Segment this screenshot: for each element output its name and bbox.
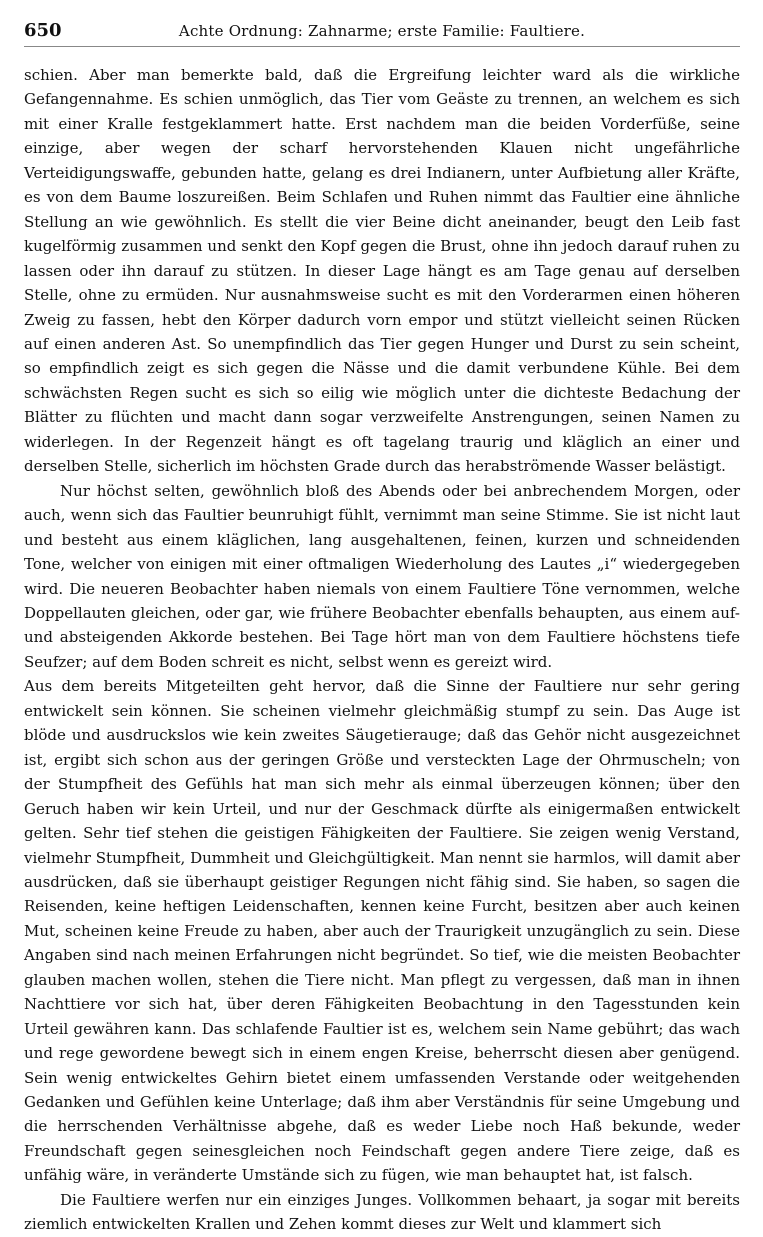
- book-page: [24, 20, 740, 1234]
- paragraph: Aus dem bereits Mitgeteilten geht hervor, daß die Sinne der Faultiere nur sehr gering entwickelt sein können. Sie scheinen vielmehr gleichmäßig stumpf zu sein. Das Auge ist blöde und ausdruckslos wie kein zweites Säugetierauge; daß das Gehör nicht ausgezeichnet ist, ergibt sich schon aus der geringen Größe und versteckten Lage der Ohrmuscheln; von der Stumpfheit des Gefühls hat man sich mehr als einmal überzeugen können; über den Geruch haben wir kein Urteil, und nur der Geschmack dürfte als einigermaßen entwickelt gelten. Sehr tief stehen die geistigen Fähigkeiten der Faultiere. Sie zeigen wenig Verstand, vielmehr Stumpfheit, Dummheit und Gleichgültigkeit. Man nennt sie harmlos, will damit aber ausdrücken, daß sie überhaupt geistiger Regungen nicht fähig sind. Sie haben, so sagen die Reisenden, keine heftigen Leidenschaften, kennen keine Furcht, besitzen aber auch keinen Mut, scheinen keine Freude zu haben, aber auch der Traurigkeit unzugänglich zu sein. Diese Angaben sind nach meinen Erfahrungen nicht begründet. So tief, wie die meisten Beobachter glauben machen wollen, stehen die Tiere nicht. Man pflegt zu vergessen, daß man in ihnen Nachttiere vor sich hat, über deren Fähigkeiten Beobachtung in den Tagesstunden kein Urteil gewähren kann. Das schlafende Faultier ist es, welchem sein Name gebührt; das wach und rege gewordene bewegt sich in einem engen Kreise, beherrscht diesen aber genügend. Sein wenig entwickeltes Gehirn bietet einem umfassenden Verstande oder weitgehenden Gedanken und Gefühlen keine Unterlage; daß ihm aber Verständnis für seine Umgebung und die herrschenden Verhältnisse abgehe, daß es weder Liebe noch Haß bekunde, weder Freundschaft gegen seinesgleichen noch Feindschaft gegen andere Tiere zeige, daß es unfähig wäre, in veränderte Umstände sich zu fügen, wie man behauptet hat, ist falsch.: [24, 677, 740, 1185]
- running-head: Achte Ordnung: Zahnarme; erste Familie: Faultiere.: [178, 22, 586, 40]
- page-number: 650: [24, 20, 62, 41]
- paragraph: Die Faultiere werfen nur ein einziges Junges. Vollkommen behaart, ja sogar mit bereits ziemlich entwickelten Krallen und Zehen kommt dieses zur Welt und klammert sich: [24, 1190, 740, 1234]
- body-text: [24, 63, 740, 1237]
- paragraph-continued: schien. Aber man bemerkte bald, daß die Ergreifung leichter ward als die wirkliche Gefangennahme. Es schien unmöglich, das Tier vom Geäste zu trennen, an welchem es sich mit einer Kralle festgeklammert hatte. Erst nachdem man die beiden Vorderfüße, seine einzige, aber wegen der scharf hervorstehenden Klauen nicht ungefährliche Verteidigungswaffe, gebunden hatte, gelang es drei Indianern, unter Aufbietung aller Kräfte, es von dem Baume loszureißen. Beim Schlafen und Ruhen nimmt das Faultier eine ähnliche Stellung an wie gewöhnlich. Es stellt die vier Beine dicht aneinander, beugt den Leib fast kugelförmig zusammen und senkt den Kopf gegen die Brust, ohne ihn jedoch darauf ruhen zu lassen oder ihn darauf zu stützen. In dieser Lage hängt es am Tage genau auf derselben Stelle, ohne zu ermüden. Nur ausnahmsweise sucht es mit den Vorderarmen einen höheren Zweig zu fassen, hebt den Körper dadurch vorn empor und stützt vielleicht seinen Rücken auf einen anderen Ast. So unempfindlich das Tier gegen Hunger und Durst zu sein scheint, so empfindlich zeigt es sich gegen die Nässe und die damit verbundene Kühle. Bei dem schwächsten Regen sucht es sich so eilig wie möglich unter die dichteste Bedachung der Blätter zu flüchten und macht dann sogar verzweifelte Anstrengungen, seinen Namen zu widerlegen. In der Regenzeit hängt es oft tagelang traurig und kläglich an einer und derselben Stelle, sicherlich im höchsten Grade durch das herabströmende Wasser belästigt.: [24, 66, 740, 476]
- page-header: [24, 20, 740, 47]
- paragraph: Nur höchst selten, gewöhnlich bloß des Abends oder bei anbrechendem Morgen, oder auch, wenn sich das Faultier beunruhigt fühlt, vernimmt man seine Stimme. Sie ist nicht laut und besteht aus einem kläglichen, lang ausgehaltenen, feinen, kurzen und schneidenden Tone, welcher von einigen mit einer oftmaligen Wiederholung des Lautes „i“ wiedergegeben wird. Die neueren Beobachter haben niemals von einem Faultiere Töne vernommen, welche Doppellauten gleichen, oder gar, wie frühere Beobachter ebenfalls behaupten, aus einem auf- und absteigenden Akkorde bestehen. Bei Tage hört man von dem Faultiere höchstens tiefe Seufzer; auf dem Boden schreit es nicht, selbst wenn es gereizt wird.: [24, 481, 740, 671]
